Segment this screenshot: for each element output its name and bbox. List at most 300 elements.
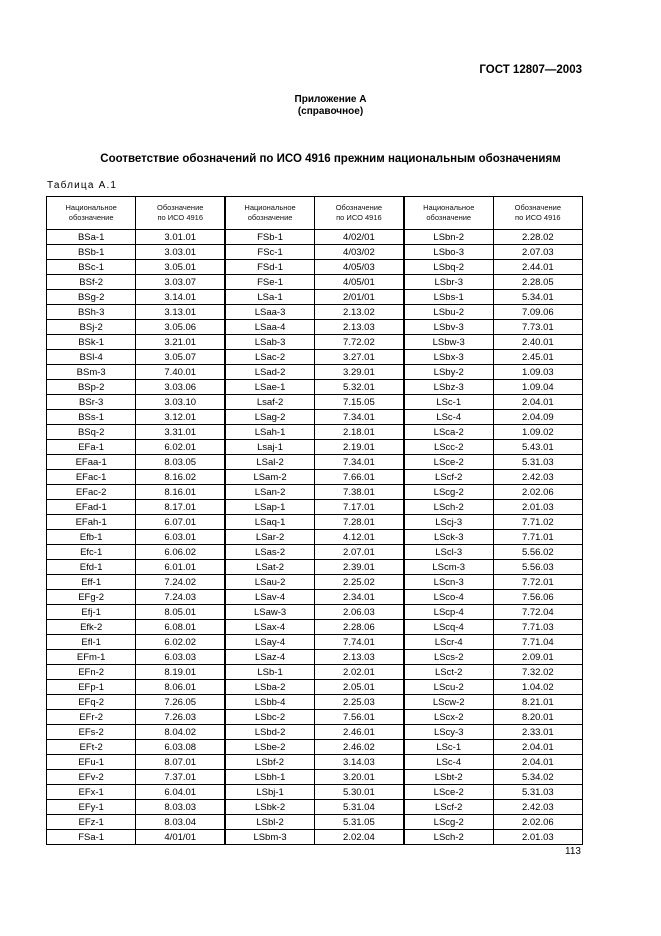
iso-designation-cell: 6.04.01 <box>136 785 225 800</box>
table-row <box>47 260 583 275</box>
national-designation-cell: LScy-3 <box>404 725 493 740</box>
national-designation-cell: BSj-2 <box>47 320 136 335</box>
iso-designation-cell: 8.04.02 <box>136 725 225 740</box>
iso-designation-cell: 3.12.01 <box>136 410 225 425</box>
table-row <box>47 425 583 440</box>
iso-designation-cell: 3.05.01 <box>136 260 225 275</box>
national-designation-cell: Efd-1 <box>47 560 136 575</box>
table-row <box>47 725 583 740</box>
iso-designation-cell: 2.42.03 <box>493 470 582 485</box>
national-designation-cell: LSc-1 <box>404 740 493 755</box>
iso-designation-cell: 7.17.01 <box>314 500 403 515</box>
iso-designation-cell: 2.39.01 <box>314 560 403 575</box>
iso-designation-cell: 4.12.01 <box>314 530 403 545</box>
national-designation-cell: LSah-1 <box>225 425 314 440</box>
national-designation-cell: EFx-1 <box>47 785 136 800</box>
iso-designation-cell: 5.31.03 <box>493 455 582 470</box>
iso-designation-cell: 3.14.03 <box>314 755 403 770</box>
national-designation-cell: EFz-1 <box>47 815 136 830</box>
iso-designation-cell: 7.37.01 <box>136 770 225 785</box>
national-designation-cell: Efj-1 <box>47 605 136 620</box>
table-row <box>47 755 583 770</box>
table-row <box>47 455 583 470</box>
iso-designation-cell: 8.03.03 <box>136 800 225 815</box>
table-row <box>47 335 583 350</box>
iso-designation-cell: 2.33.01 <box>493 725 582 740</box>
table-row <box>47 590 583 605</box>
table-row <box>47 485 583 500</box>
national-designation-cell: LSae-1 <box>225 380 314 395</box>
table-row <box>47 575 583 590</box>
table-row <box>47 275 583 290</box>
iso-designation-cell: 3.31.01 <box>136 425 225 440</box>
iso-designation-cell: 2.04.01 <box>493 395 582 410</box>
iso-designation-cell: 3.13.01 <box>136 305 225 320</box>
header-national-designation: Национальное обозначение <box>225 197 314 230</box>
national-designation-cell: LSbq-2 <box>404 260 493 275</box>
table-row <box>47 635 583 650</box>
national-designation-cell: LSav-4 <box>225 590 314 605</box>
national-designation-cell: EFac-1 <box>47 470 136 485</box>
iso-designation-cell: 2.07.01 <box>314 545 403 560</box>
national-designation-cell: BSk-1 <box>47 335 136 350</box>
iso-designation-cell: 7.28.01 <box>314 515 403 530</box>
table-label: Таблица А.1 <box>47 180 118 191</box>
iso-designation-cell: 7.38.01 <box>314 485 403 500</box>
national-designation-cell: LSab-3 <box>225 335 314 350</box>
national-designation-cell: Efb-1 <box>47 530 136 545</box>
iso-designation-cell: 7.73.01 <box>493 320 582 335</box>
national-designation-cell: LScg-2 <box>404 815 493 830</box>
table-row <box>47 770 583 785</box>
iso-designation-cell: 7.71.02 <box>493 515 582 530</box>
national-designation-cell: LSaw-3 <box>225 605 314 620</box>
national-designation-cell: BSc-1 <box>47 260 136 275</box>
national-designation-cell: Eff-1 <box>47 575 136 590</box>
national-designation-cell: BSf-2 <box>47 275 136 290</box>
appendix-title: Приложение А <box>294 94 367 105</box>
iso-designation-cell: 4/03/02 <box>314 245 403 260</box>
national-designation-cell: LSbl-2 <box>225 815 314 830</box>
national-designation-cell: LSca-2 <box>404 425 493 440</box>
national-designation-cell: LSch-2 <box>404 500 493 515</box>
national-designation-cell: LSbs-1 <box>404 290 493 305</box>
national-designation-cell: LSbx-3 <box>404 350 493 365</box>
national-designation-cell: LSbk-2 <box>225 800 314 815</box>
national-designation-cell: FSc-1 <box>225 245 314 260</box>
iso-designation-cell: 2.02.06 <box>493 815 582 830</box>
iso-designation-cell: 7.56.01 <box>314 710 403 725</box>
national-designation-cell: LSad-2 <box>225 365 314 380</box>
national-designation-cell: LSbo-3 <box>404 245 493 260</box>
national-designation-cell: LSch-2 <box>404 830 493 845</box>
iso-designation-cell: 8.03.05 <box>136 455 225 470</box>
national-designation-cell: LScg-2 <box>404 485 493 500</box>
iso-designation-cell: 3.03.10 <box>136 395 225 410</box>
iso-designation-cell: 4/02/01 <box>314 230 403 245</box>
national-designation-cell: LSbw-3 <box>404 335 493 350</box>
national-designation-cell: LSag-2 <box>225 410 314 425</box>
iso-designation-cell: 2.02.04 <box>314 830 403 845</box>
national-designation-cell: LScj-3 <box>404 515 493 530</box>
iso-designation-cell: 8.16.02 <box>136 470 225 485</box>
header-iso-designation: Обозначение по ИСО 4916 <box>314 197 403 230</box>
national-designation-cell: EFr-2 <box>47 710 136 725</box>
iso-designation-cell: 8.05.01 <box>136 605 225 620</box>
national-designation-cell: Lsaf-2 <box>225 395 314 410</box>
national-designation-cell: LSc-4 <box>404 755 493 770</box>
header-iso-designation: Обозначение по ИСО 4916 <box>493 197 582 230</box>
national-designation-cell: EFt-2 <box>47 740 136 755</box>
table-header-row <box>47 197 583 230</box>
national-designation-cell: LSct-2 <box>404 665 493 680</box>
iso-designation-cell: 2.13.03 <box>314 650 403 665</box>
national-designation-cell: LSar-2 <box>225 530 314 545</box>
iso-designation-cell: 3.03.06 <box>136 380 225 395</box>
table-row <box>47 350 583 365</box>
table-row <box>47 605 583 620</box>
national-designation-cell: Efk-2 <box>47 620 136 635</box>
table-row <box>47 545 583 560</box>
national-designation-cell: LSap-1 <box>225 500 314 515</box>
iso-designation-cell: 7.32.02 <box>493 665 582 680</box>
national-designation-cell: BSl-4 <box>47 350 136 365</box>
national-designation-cell: BSh-3 <box>47 305 136 320</box>
iso-designation-cell: 3.21.01 <box>136 335 225 350</box>
iso-designation-cell: 7.26.03 <box>136 710 225 725</box>
table-row <box>47 785 583 800</box>
iso-designation-cell: 1.09.03 <box>493 365 582 380</box>
national-designation-cell: LScf-2 <box>404 800 493 815</box>
iso-designation-cell: 6.01.01 <box>136 560 225 575</box>
national-designation-cell: Efl-1 <box>47 635 136 650</box>
national-designation-cell: LSaa-4 <box>225 320 314 335</box>
national-designation-cell: LSce-2 <box>404 785 493 800</box>
national-designation-cell: LScn-3 <box>404 575 493 590</box>
iso-designation-cell: 6.06.02 <box>136 545 225 560</box>
national-designation-cell: LScc-2 <box>404 440 493 455</box>
national-designation-cell: BSg-2 <box>47 290 136 305</box>
national-designation-cell: BSq-2 <box>47 425 136 440</box>
national-designation-cell: EFy-1 <box>47 800 136 815</box>
table-row <box>47 740 583 755</box>
national-designation-cell: LSby-2 <box>404 365 493 380</box>
national-designation-cell: LSb-1 <box>225 665 314 680</box>
iso-designation-cell: 8.06.01 <box>136 680 225 695</box>
header-iso-designation: Обозначение по ИСО 4916 <box>136 197 225 230</box>
iso-designation-cell: 3.29.01 <box>314 365 403 380</box>
iso-designation-cell: 2.25.02 <box>314 575 403 590</box>
national-designation-cell: LSax-4 <box>225 620 314 635</box>
national-designation-cell: EFah-1 <box>47 515 136 530</box>
iso-designation-cell: 6.07.01 <box>136 515 225 530</box>
iso-designation-cell: 2.45.01 <box>493 350 582 365</box>
national-designation-cell: LSac-2 <box>225 350 314 365</box>
iso-designation-cell: 2.44.01 <box>493 260 582 275</box>
iso-designation-cell: 2.18.01 <box>314 425 403 440</box>
iso-designation-cell: 8.07.01 <box>136 755 225 770</box>
national-designation-cell: FSd-1 <box>225 260 314 275</box>
national-designation-cell: LSbm-3 <box>225 830 314 845</box>
national-designation-cell: LSbf-2 <box>225 755 314 770</box>
iso-designation-cell: 7.71.01 <box>493 530 582 545</box>
national-designation-cell: EFp-1 <box>47 680 136 695</box>
national-designation-cell: LSck-3 <box>404 530 493 545</box>
national-designation-cell: LScl-3 <box>404 545 493 560</box>
iso-designation-cell: 6.03.01 <box>136 530 225 545</box>
national-designation-cell: EFs-2 <box>47 725 136 740</box>
national-designation-cell: LSaz-4 <box>225 650 314 665</box>
national-designation-cell: Efc-1 <box>47 545 136 560</box>
iso-designation-cell: 3.27.01 <box>314 350 403 365</box>
iso-designation-cell: 2.02.01 <box>314 665 403 680</box>
iso-designation-cell: 8.21.01 <box>493 695 582 710</box>
iso-designation-cell: 2.05.01 <box>314 680 403 695</box>
national-designation-cell: LSay-4 <box>225 635 314 650</box>
iso-designation-cell: 8.03.04 <box>136 815 225 830</box>
iso-designation-cell: 2.40.01 <box>493 335 582 350</box>
header-national-designation: Национальное обозначение <box>404 197 493 230</box>
iso-designation-cell: 2.46.01 <box>314 725 403 740</box>
iso-designation-cell: 6.03.08 <box>136 740 225 755</box>
national-designation-cell: FSa-1 <box>47 830 136 845</box>
iso-designation-cell: 3.03.07 <box>136 275 225 290</box>
table-row <box>47 650 583 665</box>
iso-designation-cell: 3.14.01 <box>136 290 225 305</box>
iso-designation-cell: 7.71.04 <box>493 635 582 650</box>
table-row <box>47 410 583 425</box>
table-row <box>47 515 583 530</box>
iso-designation-cell: 2.13.02 <box>314 305 403 320</box>
iso-designation-cell: 5.31.04 <box>314 800 403 815</box>
iso-designation-cell: 5.32.01 <box>314 380 403 395</box>
iso-designation-cell: 7.34.01 <box>314 410 403 425</box>
iso-designation-cell: 7.72.04 <box>493 605 582 620</box>
iso-designation-cell: 2.07.03 <box>493 245 582 260</box>
table-row <box>47 230 583 245</box>
iso-designation-cell: 6.03.03 <box>136 650 225 665</box>
national-designation-cell: LSau-2 <box>225 575 314 590</box>
national-designation-cell: EFg-2 <box>47 590 136 605</box>
iso-designation-cell: 6.08.01 <box>136 620 225 635</box>
iso-designation-cell: 3.03.01 <box>136 245 225 260</box>
iso-designation-cell: 2.01.03 <box>493 500 582 515</box>
table-row <box>47 395 583 410</box>
national-designation-cell: LScq-4 <box>404 620 493 635</box>
national-designation-cell: BSb-1 <box>47 245 136 260</box>
document-code: ГОСТ 12807—2003 <box>479 64 582 76</box>
iso-designation-cell: 2.09.01 <box>493 650 582 665</box>
table-row <box>47 710 583 725</box>
national-designation-cell: EFv-2 <box>47 770 136 785</box>
iso-designation-cell: 3.01.01 <box>136 230 225 245</box>
iso-designation-cell: 2.01.03 <box>493 830 582 845</box>
iso-designation-cell: 5.56.02 <box>493 545 582 560</box>
national-designation-cell: LSbe-2 <box>225 740 314 755</box>
iso-designation-cell: 4/01/01 <box>136 830 225 845</box>
iso-designation-cell: 2.34.01 <box>314 590 403 605</box>
iso-designation-cell: 2.13.03 <box>314 320 403 335</box>
national-designation-cell: BSa-1 <box>47 230 136 245</box>
national-designation-cell: BSs-1 <box>47 410 136 425</box>
national-designation-cell: EFa-1 <box>47 440 136 455</box>
iso-designation-cell: 2.04.01 <box>493 740 582 755</box>
iso-designation-cell: 7.72.02 <box>314 335 403 350</box>
national-designation-cell: FSb-1 <box>225 230 314 245</box>
iso-designation-cell: 7.40.01 <box>136 365 225 380</box>
iso-designation-cell: 3.05.06 <box>136 320 225 335</box>
iso-designation-cell: 5.34.01 <box>493 290 582 305</box>
iso-designation-cell: 4/05/01 <box>314 275 403 290</box>
table-row <box>47 530 583 545</box>
iso-designation-cell: 4/05/03 <box>314 260 403 275</box>
table-row <box>47 800 583 815</box>
national-designation-cell: LSbc-2 <box>225 710 314 725</box>
iso-designation-cell: 2.28.06 <box>314 620 403 635</box>
iso-designation-cell: 5.43.01 <box>493 440 582 455</box>
national-designation-cell: LSbr-3 <box>404 275 493 290</box>
national-designation-cell: LSbt-2 <box>404 770 493 785</box>
iso-designation-cell: 2.46.02 <box>314 740 403 755</box>
national-designation-cell: LScr-4 <box>404 635 493 650</box>
iso-designation-cell: 5.30.01 <box>314 785 403 800</box>
iso-designation-cell: 7.66.01 <box>314 470 403 485</box>
national-designation-cell: LSbh-1 <box>225 770 314 785</box>
iso-designation-cell: 2.04.09 <box>493 410 582 425</box>
appendix-subtitle: (справочное) <box>297 106 364 117</box>
iso-designation-cell: 6.02.02 <box>136 635 225 650</box>
table-row <box>47 470 583 485</box>
iso-designation-cell: 5.34.02 <box>493 770 582 785</box>
national-designation-cell: LSbu-2 <box>404 305 493 320</box>
national-designation-cell: LScw-2 <box>404 695 493 710</box>
designation-table <box>46 196 583 845</box>
table-row <box>47 680 583 695</box>
table-row <box>47 695 583 710</box>
iso-designation-cell: 7.34.01 <box>314 455 403 470</box>
national-designation-cell: LSbn-2 <box>404 230 493 245</box>
national-designation-cell: EFn-2 <box>47 665 136 680</box>
national-designation-cell: FSe-1 <box>225 275 314 290</box>
header-national-designation: Национальное обозначение <box>47 197 136 230</box>
national-designation-cell: LSas-2 <box>225 545 314 560</box>
national-designation-cell: LSbv-3 <box>404 320 493 335</box>
national-designation-cell: LScm-3 <box>404 560 493 575</box>
national-designation-cell: EFad-1 <box>47 500 136 515</box>
iso-designation-cell: 1.09.04 <box>493 380 582 395</box>
national-designation-cell: EFu-1 <box>47 755 136 770</box>
national-designation-cell: LSbd-2 <box>225 725 314 740</box>
iso-designation-cell: 8.20.01 <box>493 710 582 725</box>
iso-designation-cell: 7.26.05 <box>136 695 225 710</box>
national-designation-cell: LSaq-1 <box>225 515 314 530</box>
iso-designation-cell: 6.02.01 <box>136 440 225 455</box>
iso-designation-cell: 1.04.02 <box>493 680 582 695</box>
iso-designation-cell: 2.06.03 <box>314 605 403 620</box>
national-designation-cell: BSp-2 <box>47 380 136 395</box>
iso-designation-cell: 5.56.03 <box>493 560 582 575</box>
table-row <box>47 290 583 305</box>
national-designation-cell: LScs-2 <box>404 650 493 665</box>
national-designation-cell: LSbz-3 <box>404 380 493 395</box>
table-row <box>47 815 583 830</box>
national-designation-cell: LSan-2 <box>225 485 314 500</box>
national-designation-cell: LSam-2 <box>225 470 314 485</box>
iso-designation-cell: 2.42.03 <box>493 800 582 815</box>
national-designation-cell: LSat-2 <box>225 560 314 575</box>
national-designation-cell: LScp-4 <box>404 605 493 620</box>
national-designation-cell: LScx-2 <box>404 710 493 725</box>
national-designation-cell: LScf-2 <box>404 470 493 485</box>
national-designation-cell: LSa-1 <box>225 290 314 305</box>
national-designation-cell: LSc-1 <box>404 395 493 410</box>
table-row <box>47 305 583 320</box>
national-designation-cell: EFm-1 <box>47 650 136 665</box>
table-body <box>47 230 583 845</box>
iso-designation-cell: 8.17.01 <box>136 500 225 515</box>
iso-designation-cell: 7.71.03 <box>493 620 582 635</box>
iso-designation-cell: 3.20.01 <box>314 770 403 785</box>
iso-designation-cell: 2/01/01 <box>314 290 403 305</box>
national-designation-cell: LSc-4 <box>404 410 493 425</box>
national-designation-cell: LSbb-4 <box>225 695 314 710</box>
national-designation-cell: Lsaj-1 <box>225 440 314 455</box>
iso-designation-cell: 5.31.05 <box>314 815 403 830</box>
national-designation-cell: LSba-2 <box>225 680 314 695</box>
national-designation-cell: EFac-2 <box>47 485 136 500</box>
national-designation-cell: BSm-3 <box>47 365 136 380</box>
national-designation-cell: LScu-2 <box>404 680 493 695</box>
iso-designation-cell: 7.56.06 <box>493 590 582 605</box>
national-designation-cell: LSco-4 <box>404 590 493 605</box>
iso-designation-cell: 2.25.03 <box>314 695 403 710</box>
table-row <box>47 440 583 455</box>
national-designation-cell: BSr-3 <box>47 395 136 410</box>
iso-designation-cell: 2.28.02 <box>493 230 582 245</box>
national-designation-cell: LSce-2 <box>404 455 493 470</box>
iso-designation-cell: 1.09.02 <box>493 425 582 440</box>
iso-designation-cell: 3.05.07 <box>136 350 225 365</box>
table-row <box>47 380 583 395</box>
page-number: 113 <box>565 846 581 857</box>
table-row <box>47 830 583 845</box>
iso-designation-cell: 2.19.01 <box>314 440 403 455</box>
national-designation-cell: LSbj-1 <box>225 785 314 800</box>
table-row <box>47 665 583 680</box>
page-title: Соответствие обозначений по ИСО 4916 прежним национальным обозначениям <box>100 153 561 165</box>
iso-designation-cell: 5.31.03 <box>493 785 582 800</box>
iso-designation-cell: 7.24.02 <box>136 575 225 590</box>
iso-designation-cell: 2.04.01 <box>493 755 582 770</box>
table-row <box>47 620 583 635</box>
iso-designation-cell: 7.24.03 <box>136 590 225 605</box>
iso-designation-cell: 7.09.06 <box>493 305 582 320</box>
iso-designation-cell: 7.74.01 <box>314 635 403 650</box>
table-row <box>47 365 583 380</box>
iso-designation-cell: 2.28.05 <box>493 275 582 290</box>
table-row <box>47 500 583 515</box>
iso-designation-cell: 8.16.01 <box>136 485 225 500</box>
national-designation-cell: LSaa-3 <box>225 305 314 320</box>
iso-designation-cell: 7.15.05 <box>314 395 403 410</box>
iso-designation-cell: 7.72.01 <box>493 575 582 590</box>
table-row <box>47 560 583 575</box>
iso-designation-cell: 8.19.01 <box>136 665 225 680</box>
national-designation-cell: EFaa-1 <box>47 455 136 470</box>
national-designation-cell: EFq-2 <box>47 695 136 710</box>
table-row <box>47 245 583 260</box>
table-row <box>47 320 583 335</box>
